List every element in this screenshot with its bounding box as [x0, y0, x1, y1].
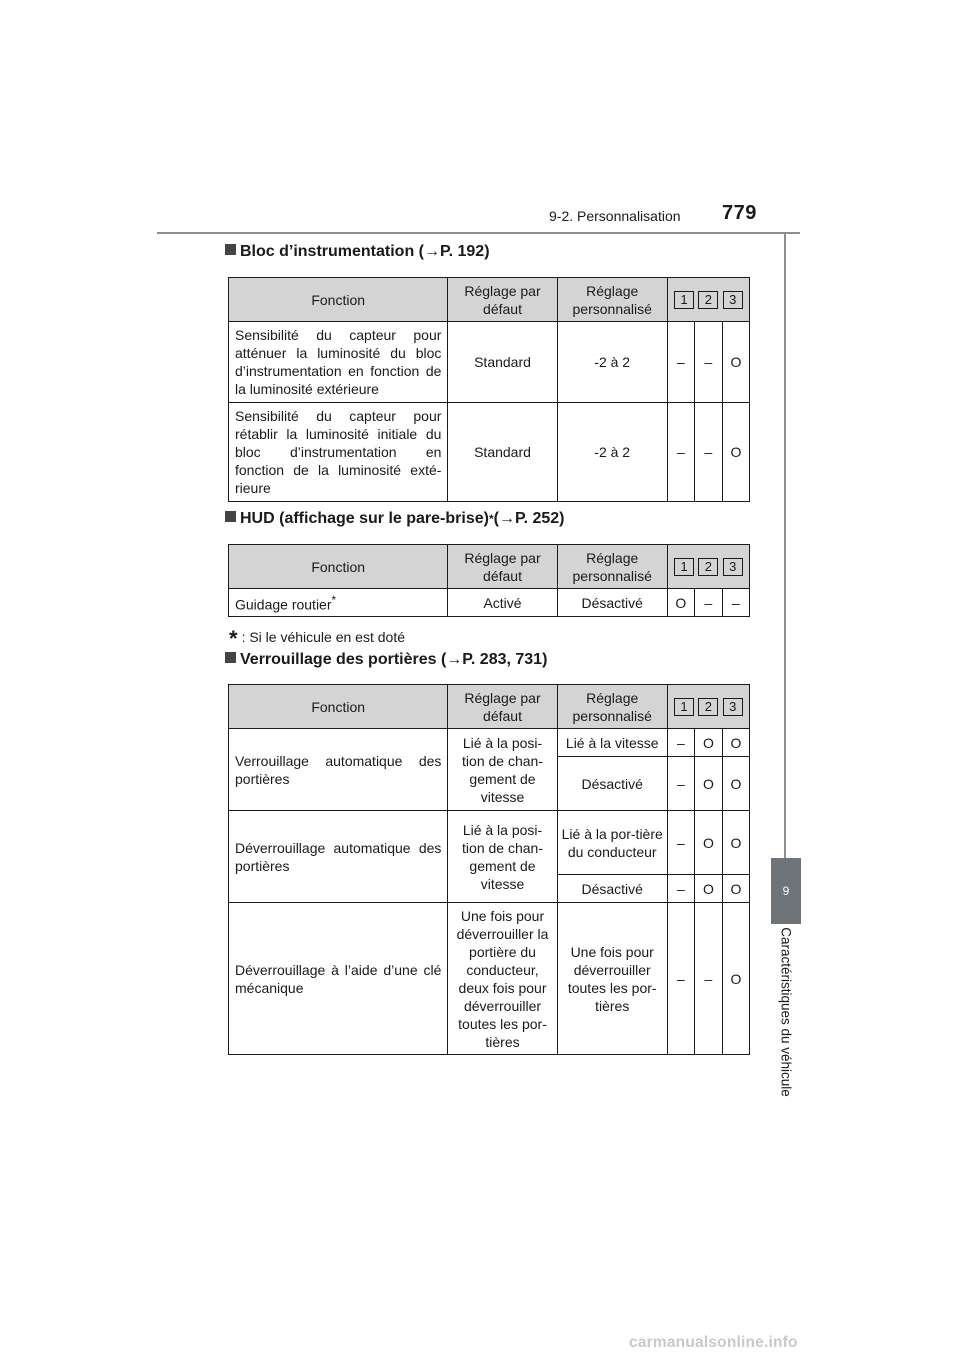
table-row: Désactivé – O O [229, 757, 750, 811]
table-header-row [229, 685, 750, 729]
section-title: 9-2. Personnalisation [549, 208, 681, 224]
table-row: Déverrouillage à l’aide d’une clé mécanique Une fois pour déverrouiller la portière du conducteur, deux fois pour déverrouiller toutes les por-tières Une fois pour déverrouiller toutes les por-tières – – O [229, 903, 750, 1055]
table-row: Déverrouillage automatique des portières Lié à la posi-tion de chan-gement de vitesse Lié à la por-tière du conducteur – O O [229, 811, 750, 875]
page-number: 779 [722, 202, 757, 224]
footnote: * : Si le véhicule en est doté [229, 626, 405, 651]
table-header-row [229, 545, 750, 589]
mode-3-icon: 3 [723, 558, 743, 576]
section-heading-bloc: Bloc d’instrumentation ( → P. 192) [225, 243, 490, 261]
mode-2-icon: 2 [698, 291, 718, 309]
section-heading-hud: HUD (affichage sur le pare-brise) * ( → P. 252) [225, 510, 564, 528]
mode-1-icon: 1 [674, 698, 694, 716]
col-modes [667, 278, 749, 322]
chapter-label: Caractéristiques du véhicule [778, 927, 794, 1097]
col-fonction: Fonction [229, 545, 448, 589]
col-fonction: Fonction [229, 278, 448, 322]
mode-3-icon: 3 [723, 291, 743, 309]
mode-1-icon: 1 [674, 558, 694, 576]
table-row: Désactivé – O O [229, 875, 750, 903]
col-modes [667, 545, 749, 589]
bullet-square-icon [225, 244, 236, 255]
arrow-icon: → [446, 651, 463, 668]
table-row: Sensibilité du capteur pour rétablir la luminosité initiale du bloc d’instrumentation en fonction de la luminosité exté-rieure Standard -2 à 2 – – O [229, 403, 750, 502]
col-fonction: Fonction [229, 685, 448, 729]
col-reglage-perso: Réglage personnalisé [557, 685, 667, 729]
arrow-icon: → [498, 510, 515, 527]
bullet-square-icon [225, 511, 236, 522]
arrow-icon: → [424, 243, 440, 260]
col-reglage-perso: Réglage personnalisé [557, 545, 667, 589]
table-row: Verrouillage automatique des portières Lié à la posi-tion de chan-gement de vitesse Lié à la vitesse – O O [229, 729, 750, 757]
table-verrouillage [228, 684, 750, 1055]
watermark: carmanualsonline.info [629, 1334, 798, 1351]
header-rule [157, 232, 800, 234]
chapter-number: 9 [782, 884, 790, 898]
table-header-row [229, 278, 750, 322]
bullet-square-icon [225, 652, 236, 663]
chapter-tab [771, 858, 801, 924]
mode-1-icon: 1 [674, 291, 694, 309]
table-row: Guidage routier* Activé Désactivé O – – [229, 589, 750, 617]
col-reglage-defaut: Réglage par défaut [448, 545, 557, 589]
col-reglage-defaut: Réglage par défaut [448, 685, 557, 729]
mode-2-icon: 2 [698, 558, 718, 576]
col-reglage-defaut: Réglage par défaut [448, 278, 557, 322]
table-bloc-instrumentation [228, 277, 750, 502]
col-modes [667, 685, 749, 729]
mode-2-icon: 2 [698, 698, 718, 716]
section-heading-verrouillage: Verrouillage des portières ( → P. 283, 731) [225, 651, 547, 669]
side-rule [784, 234, 786, 858]
table-row: Sensibilité du capteur pour atténuer la luminosité du bloc d’instrumentation en fonction de la luminosité extérieure Standard -2 à 2 – – O [229, 322, 750, 403]
mode-3-icon: 3 [723, 698, 743, 716]
table-hud [228, 544, 750, 617]
col-reglage-perso: Réglage personnalisé [557, 278, 667, 322]
